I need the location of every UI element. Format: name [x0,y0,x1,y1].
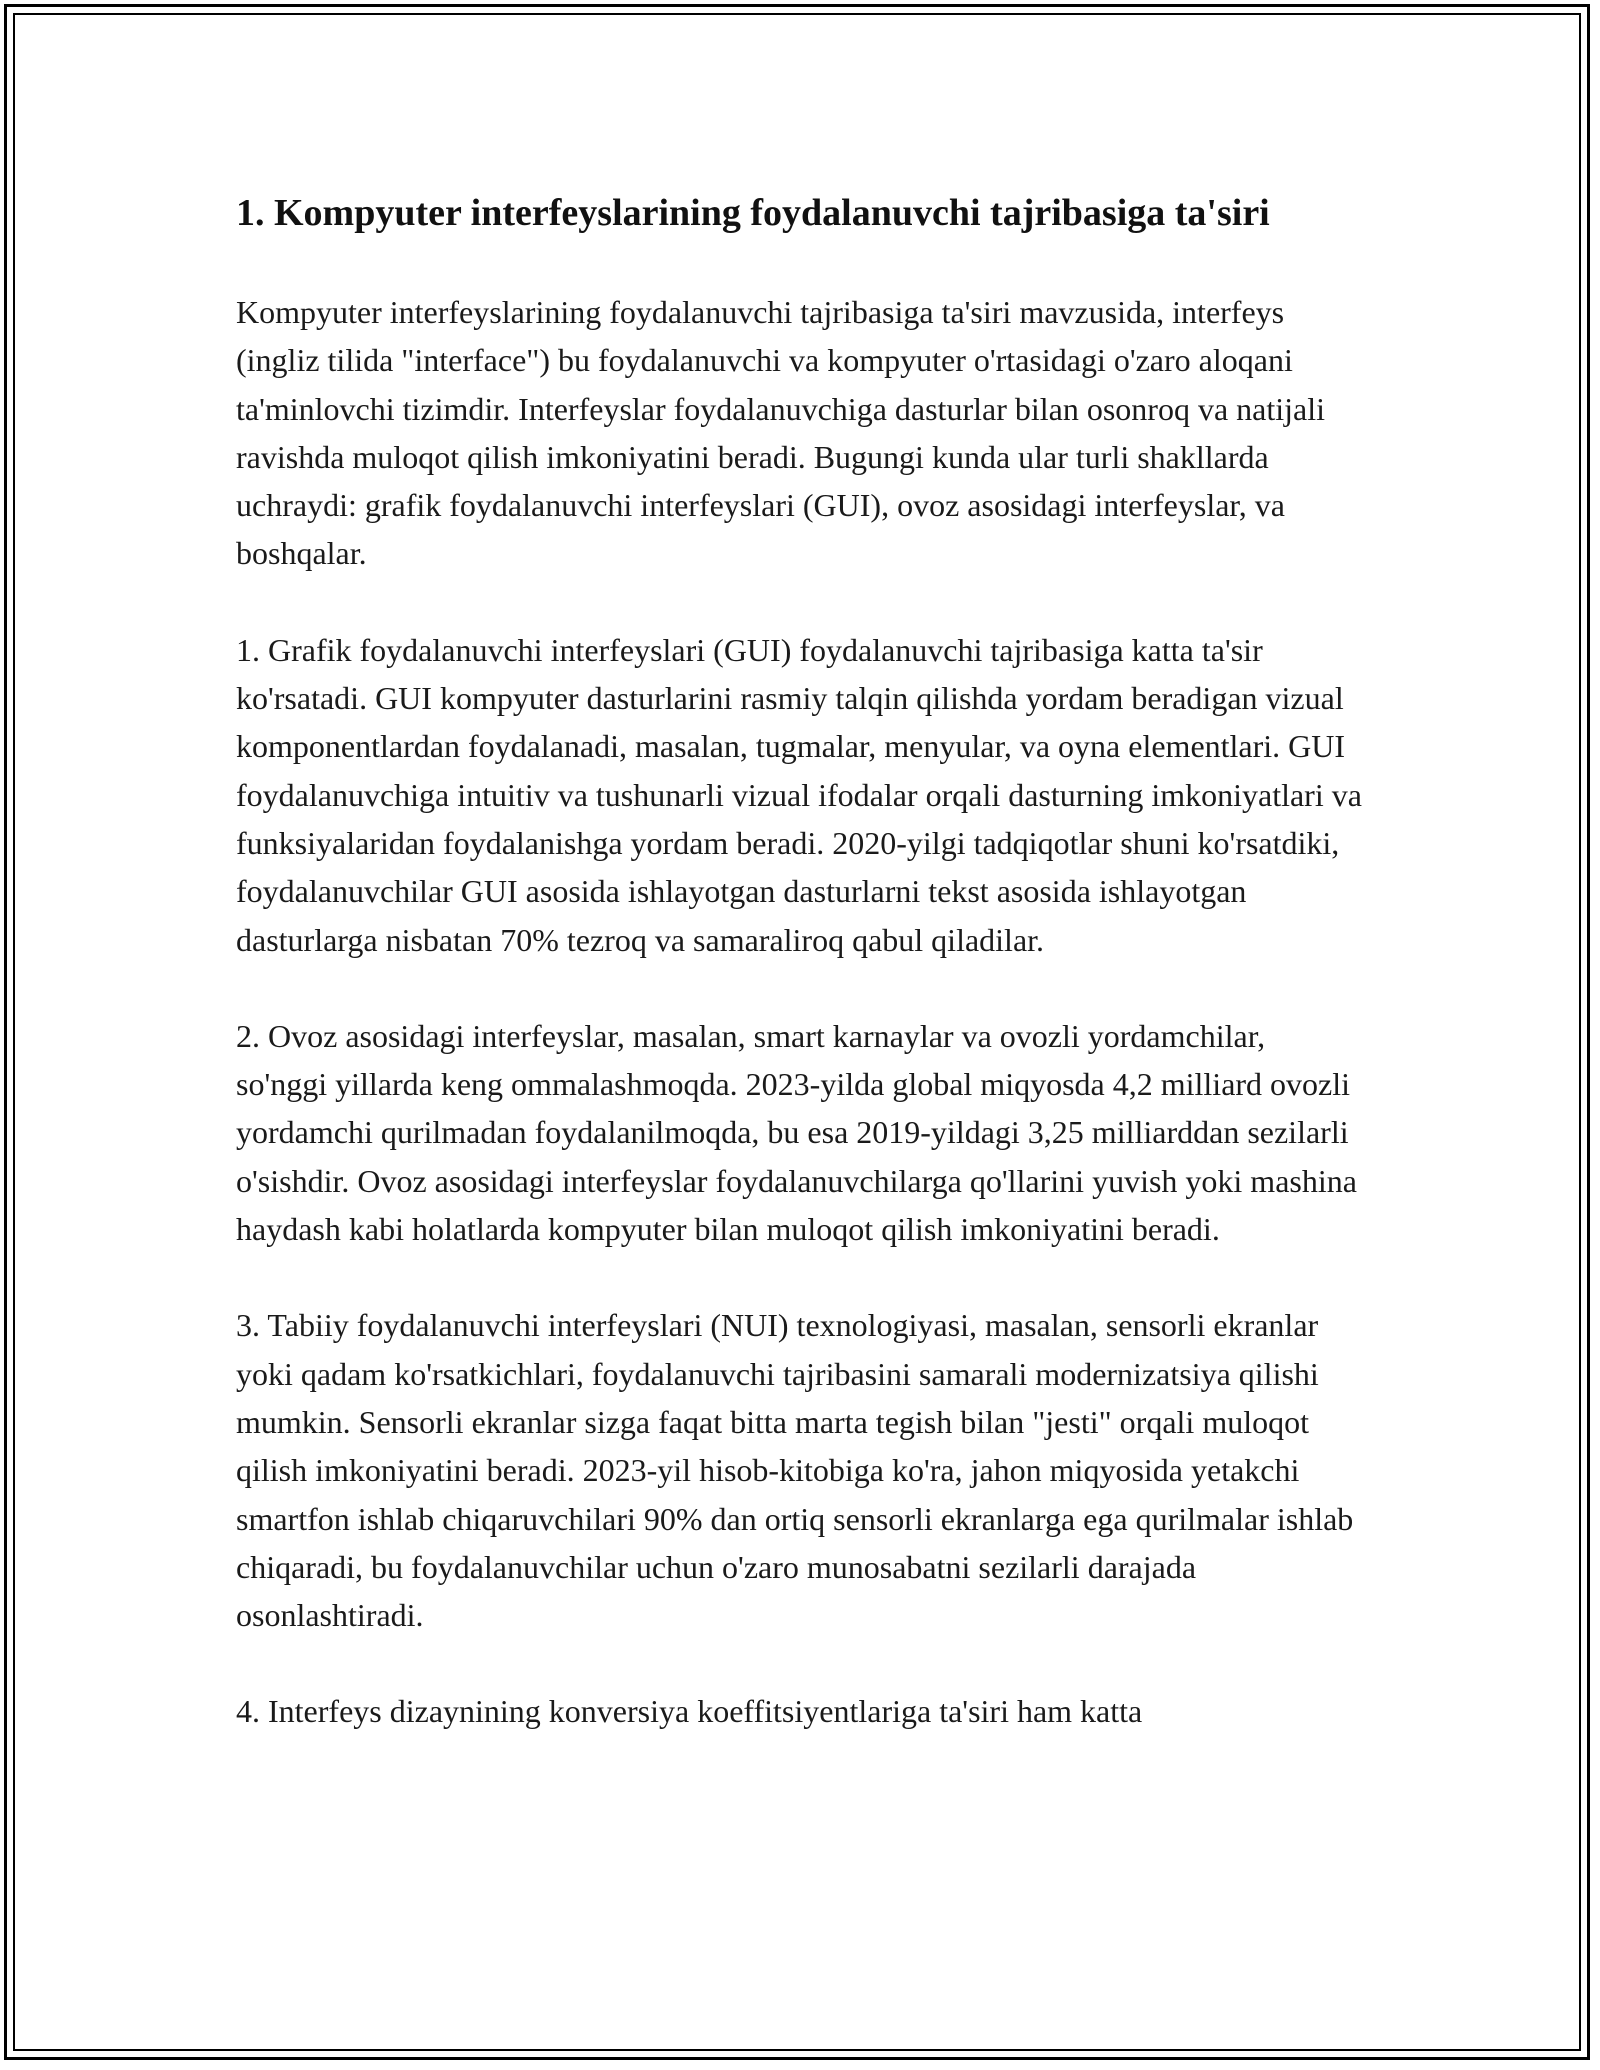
document-body [236,186,1364,1784]
gui-paragraph: 1. Grafik foydalanuvchi interfeyslari (GUI) foydalanuvchi tajribasiga katta ta'sir ko'rsatadi. GUI kompyuter dasturlarini rasmiy talqin qilishda yordam beradigan vizual komponentlardan foydalanadi, masalan, tugmalar, menyular, va oyna elementlari. GUI foydalanuvchiga intuitiv va tushunarli vizual ifodalar orqali dasturning imkoniyatlari va funksiyalaridan foydalanishga yordam beradi. 2020-yilgi tadqiqotlar shuni ko'rsatdiki, foydalanuvchilar GUI asosida ishlayotgan dasturlarni tekst asosida ishlayotgan dasturlarga nisbatan 70% tezroq va samaraliroq qabul qiladilar. [236,631,1362,958]
document-title: 1. Kompyuter interfeyslarining foydalanuvchi tajribasiga ta'siri [236,192,1270,234]
nui-paragraph: 3. Tabiiy foydalanuvchi interfeyslari (NUI) texnologiyasi, masalan, sensorli ekranlar yoki qadam ko'rsatkichlari, foydalanuvchi tajribasini samarali modernizatsiya qilishi mumkin. Sensorli ekranlar sizga faqat bitta marta tegish bilan "jesti" orqali muloqot qilish imkoniyatini beradi. 2023-yil hisob-kitobiga ko'ra, jahon miqyosida yetakchi smartfon ishlab chiqaruvchilari 90% dan ortiq sensorli ekranlarga ega qurilmalar ishlab chiqaradi, bu foydalanuvchilar uchun o'zaro munosabatni sezilarli darajada osonlashtiradi. [236,1307,1354,1634]
conversion-paragraph: 4. Interfeys dizaynining konversiya koeffitsiyentlariga ta'siri ham katta [236,1693,1143,1730]
intro-paragraph: Kompyuter interfeyslarining foydalanuvchi tajribasiga ta'siri mavzusida, interfeys (ingliz tilida "interface") bu foydalanuvchi va kompyuter o'rtasidagi o'zaro aloqani ta'minlovchi tizimdir. Interfeyslar foydalanuvchiga dasturlar bilan osonroq va natijali ravishda muloqot qilish imkoniyatini beradi. Bugungi kunda ular turli shakllarda uchraydi: grafik foydalanuvchi interfeyslari (GUI), ovoz asosidagi interfeyslar, va boshqalar. [236,294,1325,572]
voice-interface-paragraph: 2. Ovoz asosidagi interfeyslar, masalan, smart karnaylar va ovozli yordamchilar, so'nggi yillarda keng ommalashmoqda. 2023-yilda global miqyosda 4,2 milliard ovozli yordamchi qurilmadan foydalanilmoqda, bu esa 2019-yildagi 3,25 milliarddan sezilarli o'sishdir. Ovoz asosidagi interfeyslar foydalanuvchilarga qo'llarini yuvish yoki mashina haydash kabi holatlarda kompyuter bilan muloqot qilish imkoniyatini beradi. [236,1017,1357,1248]
